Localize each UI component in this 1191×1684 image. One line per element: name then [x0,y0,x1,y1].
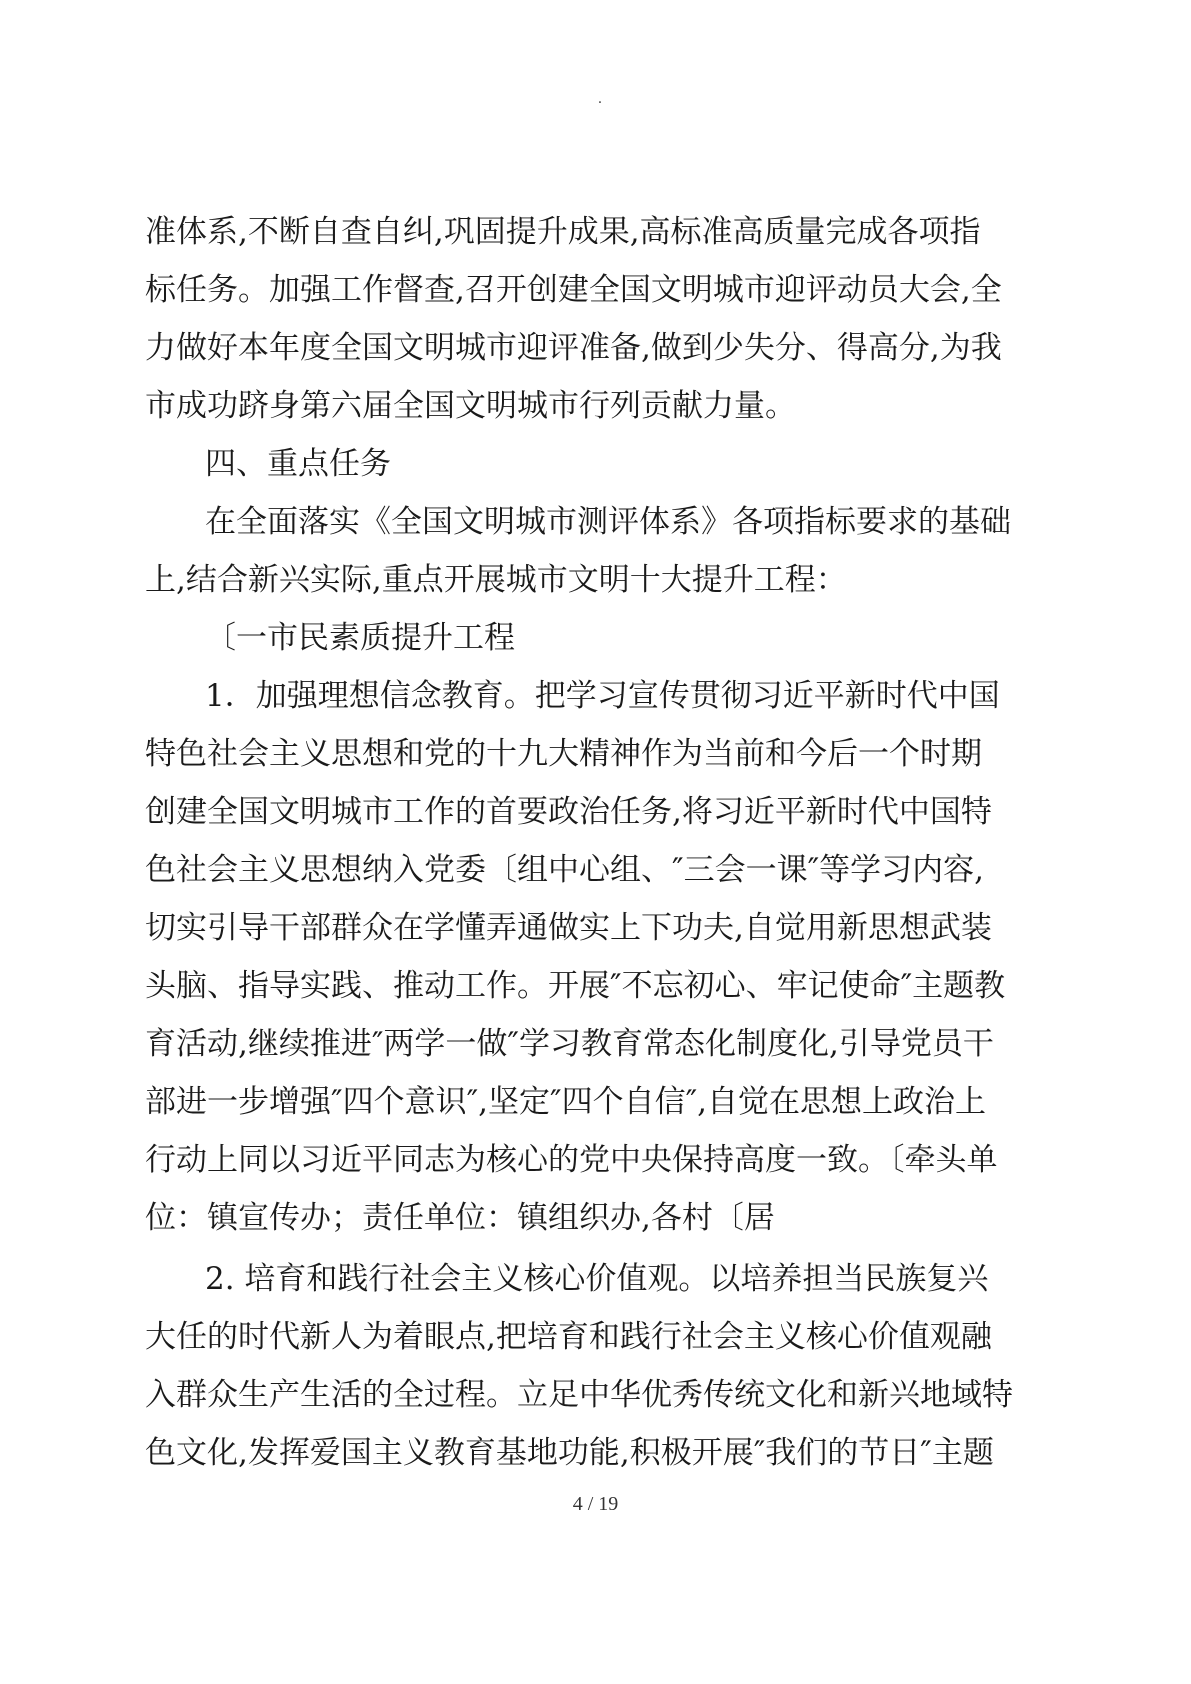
text-line: 市成功跻身第六届全国文明城市行列贡献力量。 [145,388,796,424]
text-line: 头脑、指导实践、推动工作。开展″不忘初心、牢记使命″主题教 [145,968,1006,1004]
text-line: 色社会主义思想纳入党委〔组中心组、″三会一课″等学习内容, [145,852,985,888]
text-line: 力做好本年度全国文明城市迎评准备,做到少失分、得高分,为我 [145,330,1002,366]
text-line: 入群众生产生活的全过程。立足中华优秀传统文化和新兴地域特 [145,1377,1013,1413]
text-line: 上,结合新兴实际,重点开展城市文明十大提升工程： [145,562,847,598]
page-number: 4 / 19 [572,1493,619,1515]
text-line: 行动上同以习近平同志为核心的党中央保持高度一致。〔牵头单 [145,1142,998,1178]
text-line: 育活动,继续推进″两学一做″学习教育常态化制度化,引导党员干 [145,1026,994,1062]
text-line: 位：镇宣传办；责任单位：镇组织办,各村〔居 [145,1200,775,1236]
text-line: 1．加强理想信念教育。把学习宣传贯彻习近平新时代中国 [205,678,1000,714]
text-line: 准体系,不断自查自纠,巩固提升成果,高标准高质量完成各项指 [145,214,981,250]
text-line: 创建全国文明城市工作的首要政治任务,将习近平新时代中国特 [145,794,992,830]
header-mark: . [597,91,603,107]
text-line: 部进一步增强″四个意识″,坚定″四个自信″,自觉在思想上政治上 [145,1084,987,1120]
text-line: 色文化,发挥爱国主义教育基地功能,积极开展″我们的节日″主题 [145,1435,994,1471]
text-line: 特色社会主义思想和党的十九大精神作为当前和今后一个时期 [145,736,982,772]
text-line: 标任务。加强工作督查,召开创建全国文明城市迎评动员大会,全 [145,272,1002,308]
subsection-heading: 〔一市民素质提升工程 [205,620,515,656]
section-heading: 四、重点任务 [205,446,391,482]
text-line: 大任的时代新人为着眼点,把培育和践行社会主义核心价值观融 [145,1319,992,1355]
text-line: 2. 培育和践行社会主义核心价值观。以培养担当民族复兴 [205,1261,989,1297]
text-line: 切实引导干部群众在学懂弄通做实上下功夫,自觉用新思想武装 [145,910,992,946]
text-line: 在全面落实《全国文明城市测评体系》各项指标要求的基础 [205,504,1011,540]
